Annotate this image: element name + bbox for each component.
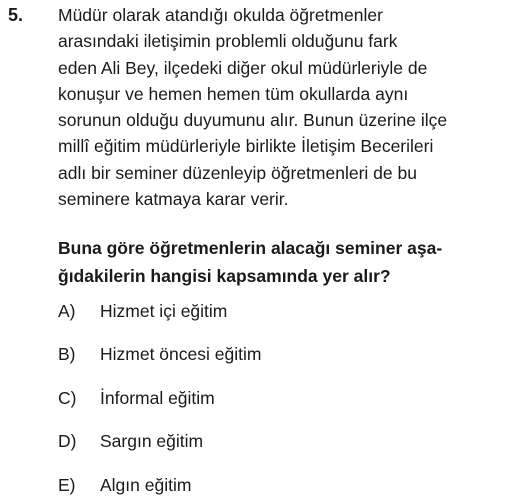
option-text: Algın eğitim: [100, 475, 192, 495]
prompt-line: ğıdakilerin hangisi kapsamında yer alır?: [58, 266, 391, 286]
option-text: İnformal eğitim: [100, 388, 215, 408]
stem-line: arasındaki iletişimin problemli olduğunu fark: [58, 31, 398, 52]
question-stem: [58, 2, 513, 212]
stem-line: eden Ali Bey, ilçedeki diğer okul müdürleriyle de: [58, 57, 428, 78]
stem-line: sorunun olduğu duyumunu alır. Bunun üzerine ilçe: [58, 110, 448, 131]
option-letter: E): [58, 475, 76, 495]
option-text: Hizmet öncesi eğitim: [100, 344, 262, 364]
option-letter: B): [58, 344, 76, 364]
option-text: Sargın eğitim: [100, 431, 204, 451]
option-b[interactable]: [58, 340, 261, 368]
stem-line: konuşur ve hemen hemen tüm okullarda aynı: [58, 83, 409, 104]
option-letter: A): [58, 301, 76, 321]
option-e[interactable]: [58, 471, 191, 499]
option-letter: C): [58, 388, 77, 408]
option-d[interactable]: [58, 427, 203, 455]
stem-line: seminere katmaya karar verir.: [58, 189, 289, 210]
prompt-line: Buna göre öğretmenlerin alacağı seminer aşa-: [58, 238, 443, 258]
question-number: 5.: [8, 5, 24, 25]
question-prompt: [58, 234, 513, 290]
stem-line: adlı bir seminer düzenleyip öğretmenleri de bu: [58, 162, 417, 183]
stem-line: Müdür olarak atandığı okulda öğretmenler: [58, 5, 383, 25]
option-text: Hizmet içi eğitim: [100, 301, 228, 321]
stem-line: millî eğitim müdürleriyle birlikte İletişim Becerileri: [58, 136, 434, 157]
option-letter: D): [58, 431, 77, 451]
option-a[interactable]: [58, 297, 227, 325]
option-c[interactable]: [58, 384, 215, 412]
